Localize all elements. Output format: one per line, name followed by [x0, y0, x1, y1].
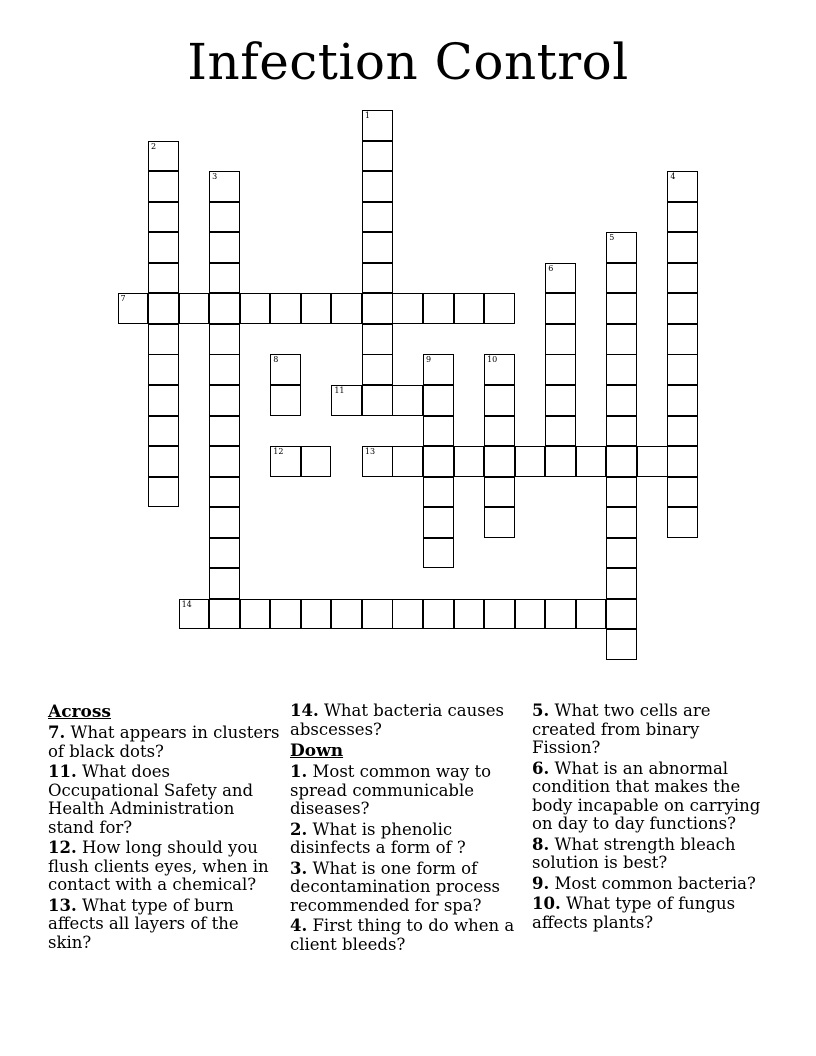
clue-item-text: Most common bacteria?	[554, 873, 756, 893]
grid-cell[interactable]	[148, 416, 179, 447]
grid-cell[interactable]	[392, 446, 423, 477]
grid-cell[interactable]	[545, 385, 576, 416]
grid-cell[interactable]	[209, 232, 240, 263]
grid-cell[interactable]	[606, 232, 637, 263]
grid-cell[interactable]	[209, 446, 240, 477]
clue-item-text: What does Occupational Safety and Health Administration stand for?	[48, 762, 254, 837]
clue-number: 14	[181, 599, 192, 609]
grid-cell[interactable]	[209, 385, 240, 416]
grid-cell[interactable]	[423, 599, 454, 630]
grid-cell[interactable]	[179, 293, 210, 324]
grid-cell[interactable]	[606, 568, 637, 599]
grid-cell[interactable]	[362, 263, 393, 294]
grid-cell[interactable]	[148, 293, 179, 324]
grid-cell[interactable]	[362, 202, 393, 233]
clue-item-text: What type of burn affects all layers of the skin?	[48, 895, 239, 952]
puzzle-title: Infection Control	[187, 33, 629, 91]
grid-cell[interactable]	[423, 293, 454, 324]
grid-cell[interactable]	[484, 507, 515, 538]
grid-cell[interactable]	[148, 446, 179, 477]
clue-column-1	[48, 702, 283, 954]
clue-number: 12	[273, 447, 284, 457]
clue-number: 3	[212, 172, 218, 182]
clue-number: 11	[334, 385, 345, 395]
grid-cell[interactable]	[209, 202, 240, 233]
clue-item	[290, 702, 525, 739]
clue-number: 7	[120, 294, 126, 304]
clue-item-text: What is phenolic disinfects a form of ?	[290, 819, 466, 857]
grid-cell[interactable]	[606, 477, 637, 508]
grid-cell[interactable]	[423, 354, 454, 385]
grid-cell[interactable]	[362, 354, 393, 385]
grid-cell[interactable]	[270, 385, 301, 416]
grid-cell[interactable]	[270, 293, 301, 324]
grid-cell[interactable]	[545, 293, 576, 324]
clue-number: 13	[364, 447, 376, 457]
grid-cell[interactable]	[148, 171, 179, 202]
clue-item-number: 3.	[290, 858, 308, 878]
grid-cell[interactable]	[362, 110, 393, 141]
grid-cell[interactable]	[148, 354, 179, 385]
clue-item-number: 11.	[48, 762, 77, 781]
clue-column-2	[290, 702, 525, 956]
grid-cell[interactable]	[667, 324, 698, 355]
grid-cell[interactable]	[362, 324, 393, 355]
grid-cell[interactable]	[301, 293, 332, 324]
clue-item	[290, 917, 525, 954]
clue-item	[48, 839, 283, 895]
grid-cell[interactable]	[362, 446, 393, 477]
grid-cell[interactable]	[545, 599, 576, 630]
clue-item	[290, 860, 525, 916]
grid-cell[interactable]	[484, 293, 515, 324]
grid-cell[interactable]	[270, 599, 301, 630]
clue-number: 8	[273, 355, 279, 365]
grid-cell[interactable]	[454, 446, 485, 477]
grid-cell[interactable]	[454, 599, 485, 630]
grid-cell[interactable]	[606, 324, 637, 355]
grid-cell[interactable]	[667, 232, 698, 263]
grid-cell[interactable]	[270, 446, 301, 477]
grid-cell[interactable]	[667, 385, 698, 416]
clue-item-text: How long should you flush clients eyes, when in contact with a chemical?	[48, 838, 269, 894]
grid-cell[interactable]	[545, 446, 576, 477]
grid-cell[interactable]	[423, 477, 454, 508]
grid-cell[interactable]	[209, 538, 240, 569]
clue-item-number: 6.	[532, 758, 550, 778]
grid-cell[interactable]	[209, 324, 240, 355]
grid-cell[interactable]	[209, 416, 240, 447]
grid-cell[interactable]	[606, 446, 637, 477]
clue-item-number: 5.	[532, 701, 550, 720]
clue-item	[48, 897, 283, 953]
grid-cell[interactable]	[209, 477, 240, 508]
grid-cell[interactable]	[484, 385, 515, 416]
grid-cell[interactable]	[362, 171, 393, 202]
clue-item-number: 13.	[48, 895, 77, 915]
grid-cell[interactable]	[209, 507, 240, 538]
grid-cell[interactable]	[576, 599, 607, 630]
clue-item-text: First thing to do when a client bleeds?	[290, 916, 515, 954]
clue-number: 2	[151, 141, 157, 151]
grid-cell[interactable]	[515, 599, 546, 630]
grid-cell[interactable]	[301, 446, 332, 477]
grid-cell[interactable]	[148, 263, 179, 294]
grid-cell[interactable]	[454, 293, 485, 324]
clue-number: 6	[548, 263, 554, 273]
grid-cell[interactable]	[545, 263, 576, 294]
clue-item	[48, 724, 283, 761]
grid-cell[interactable]	[545, 324, 576, 355]
grid-cell[interactable]	[667, 202, 698, 233]
grid-cell[interactable]	[484, 446, 515, 477]
grid-cell[interactable]	[148, 477, 179, 508]
grid-cell[interactable]	[392, 293, 423, 324]
grid-cell[interactable]	[606, 416, 637, 447]
grid-cell[interactable]	[209, 293, 240, 324]
grid-cell[interactable]	[484, 477, 515, 508]
clue-item-text: What type of fungus affects plants?	[532, 894, 736, 932]
grid-cell[interactable]	[423, 416, 454, 447]
grid-cell[interactable]	[667, 416, 698, 447]
clue-item-number: 14.	[290, 701, 319, 720]
clue-number: 5	[609, 233, 615, 243]
grid-cell[interactable]	[209, 354, 240, 385]
grid-cell[interactable]	[209, 171, 240, 202]
grid-cell[interactable]	[362, 599, 393, 630]
clue-item-number: 10.	[532, 894, 561, 913]
grid-cell[interactable]	[606, 354, 637, 385]
grid-cell[interactable]	[423, 507, 454, 538]
grid-cell[interactable]	[362, 293, 393, 324]
clue-item-text: What appears in clusters of black dots?	[48, 723, 280, 761]
grid-cell[interactable]	[606, 293, 637, 324]
grid-cell[interactable]	[423, 538, 454, 569]
grid-cell[interactable]	[392, 385, 423, 416]
grid-cell[interactable]	[209, 599, 240, 630]
grid-cell[interactable]	[637, 446, 668, 477]
clue-number: 9	[426, 355, 432, 365]
grid-cell[interactable]	[606, 599, 637, 630]
clue-item-number: 8.	[532, 834, 550, 854]
grid-cell[interactable]	[209, 263, 240, 294]
clue-item-text: What is an abnormal condition that makes the body incapable on carrying on day to day functions?	[532, 758, 761, 833]
section-heading: Down	[290, 741, 344, 761]
clue-item-number: 1.	[290, 762, 308, 781]
grid-cell[interactable]	[667, 354, 698, 385]
grid-cell[interactable]	[118, 293, 149, 324]
grid-cell[interactable]	[392, 599, 423, 630]
grid-cell[interactable]	[667, 507, 698, 538]
grid-cell[interactable]	[331, 385, 362, 416]
clue-item-number: 9.	[532, 873, 550, 893]
grid-cell[interactable]	[179, 599, 210, 630]
grid-cell[interactable]	[331, 293, 362, 324]
grid-cell[interactable]	[667, 293, 698, 324]
clue-item-text: Most common way to spread communicable diseases?	[290, 762, 492, 818]
clue-item	[48, 763, 283, 837]
grid-cell[interactable]	[606, 538, 637, 569]
clue-number: 4	[670, 172, 676, 182]
grid-cell[interactable]	[606, 507, 637, 538]
clue-item-number: 4.	[290, 916, 308, 935]
grid-cell[interactable]	[606, 629, 637, 660]
clue-item	[532, 760, 767, 834]
grid-cell[interactable]	[209, 568, 240, 599]
clue-item	[532, 895, 767, 932]
grid-cell[interactable]	[484, 416, 515, 447]
clue-item-text: What bacteria causes abscesses?	[290, 701, 504, 739]
grid-cell[interactable]	[148, 232, 179, 263]
clue-item	[532, 702, 767, 758]
clue-item-text: What strength bleach solution is best?	[532, 834, 736, 872]
grid-cell[interactable]	[515, 446, 546, 477]
grid-cell[interactable]	[667, 171, 698, 202]
clue-item	[532, 875, 767, 894]
grid-cell[interactable]	[301, 599, 332, 630]
grid-cell[interactable]	[362, 232, 393, 263]
grid-cell[interactable]	[423, 385, 454, 416]
grid-cell[interactable]	[362, 385, 393, 416]
grid-cell[interactable]	[423, 446, 454, 477]
grid-cell[interactable]	[667, 477, 698, 508]
clue-item-number: 7.	[48, 723, 66, 742]
grid-cell[interactable]	[606, 385, 637, 416]
grid-cell[interactable]	[148, 385, 179, 416]
grid-cell[interactable]	[545, 354, 576, 385]
grid-cell[interactable]	[484, 599, 515, 630]
grid-cell[interactable]	[148, 324, 179, 355]
clue-item	[290, 763, 525, 819]
clue-item	[290, 821, 525, 858]
grid-cell[interactable]	[667, 263, 698, 294]
clue-item-number: 2.	[290, 819, 308, 839]
clue-column-3	[532, 702, 767, 934]
grid-cell[interactable]	[545, 416, 576, 447]
clue-item-number: 12.	[48, 838, 77, 857]
grid-cell[interactable]	[331, 599, 362, 630]
clue-number: 10	[487, 355, 498, 365]
clue-item-text: What two cells are created from binary Fission?	[532, 701, 711, 757]
grid-cell[interactable]	[667, 446, 698, 477]
clue-number: 1	[364, 111, 370, 120]
grid-cell[interactable]	[148, 202, 179, 233]
grid-cell[interactable]	[240, 293, 271, 324]
section-heading: Across	[48, 702, 111, 722]
grid-cell[interactable]	[148, 141, 179, 172]
grid-cell[interactable]	[576, 446, 607, 477]
grid-cell[interactable]	[484, 354, 515, 385]
clue-item	[532, 836, 767, 873]
clue-item-text: What is one form of decontamination process recommended for spa?	[290, 858, 501, 915]
grid-cell[interactable]	[362, 141, 393, 172]
grid-cell[interactable]	[606, 263, 637, 294]
grid-cell[interactable]	[270, 354, 301, 385]
grid-cell[interactable]	[240, 599, 271, 630]
